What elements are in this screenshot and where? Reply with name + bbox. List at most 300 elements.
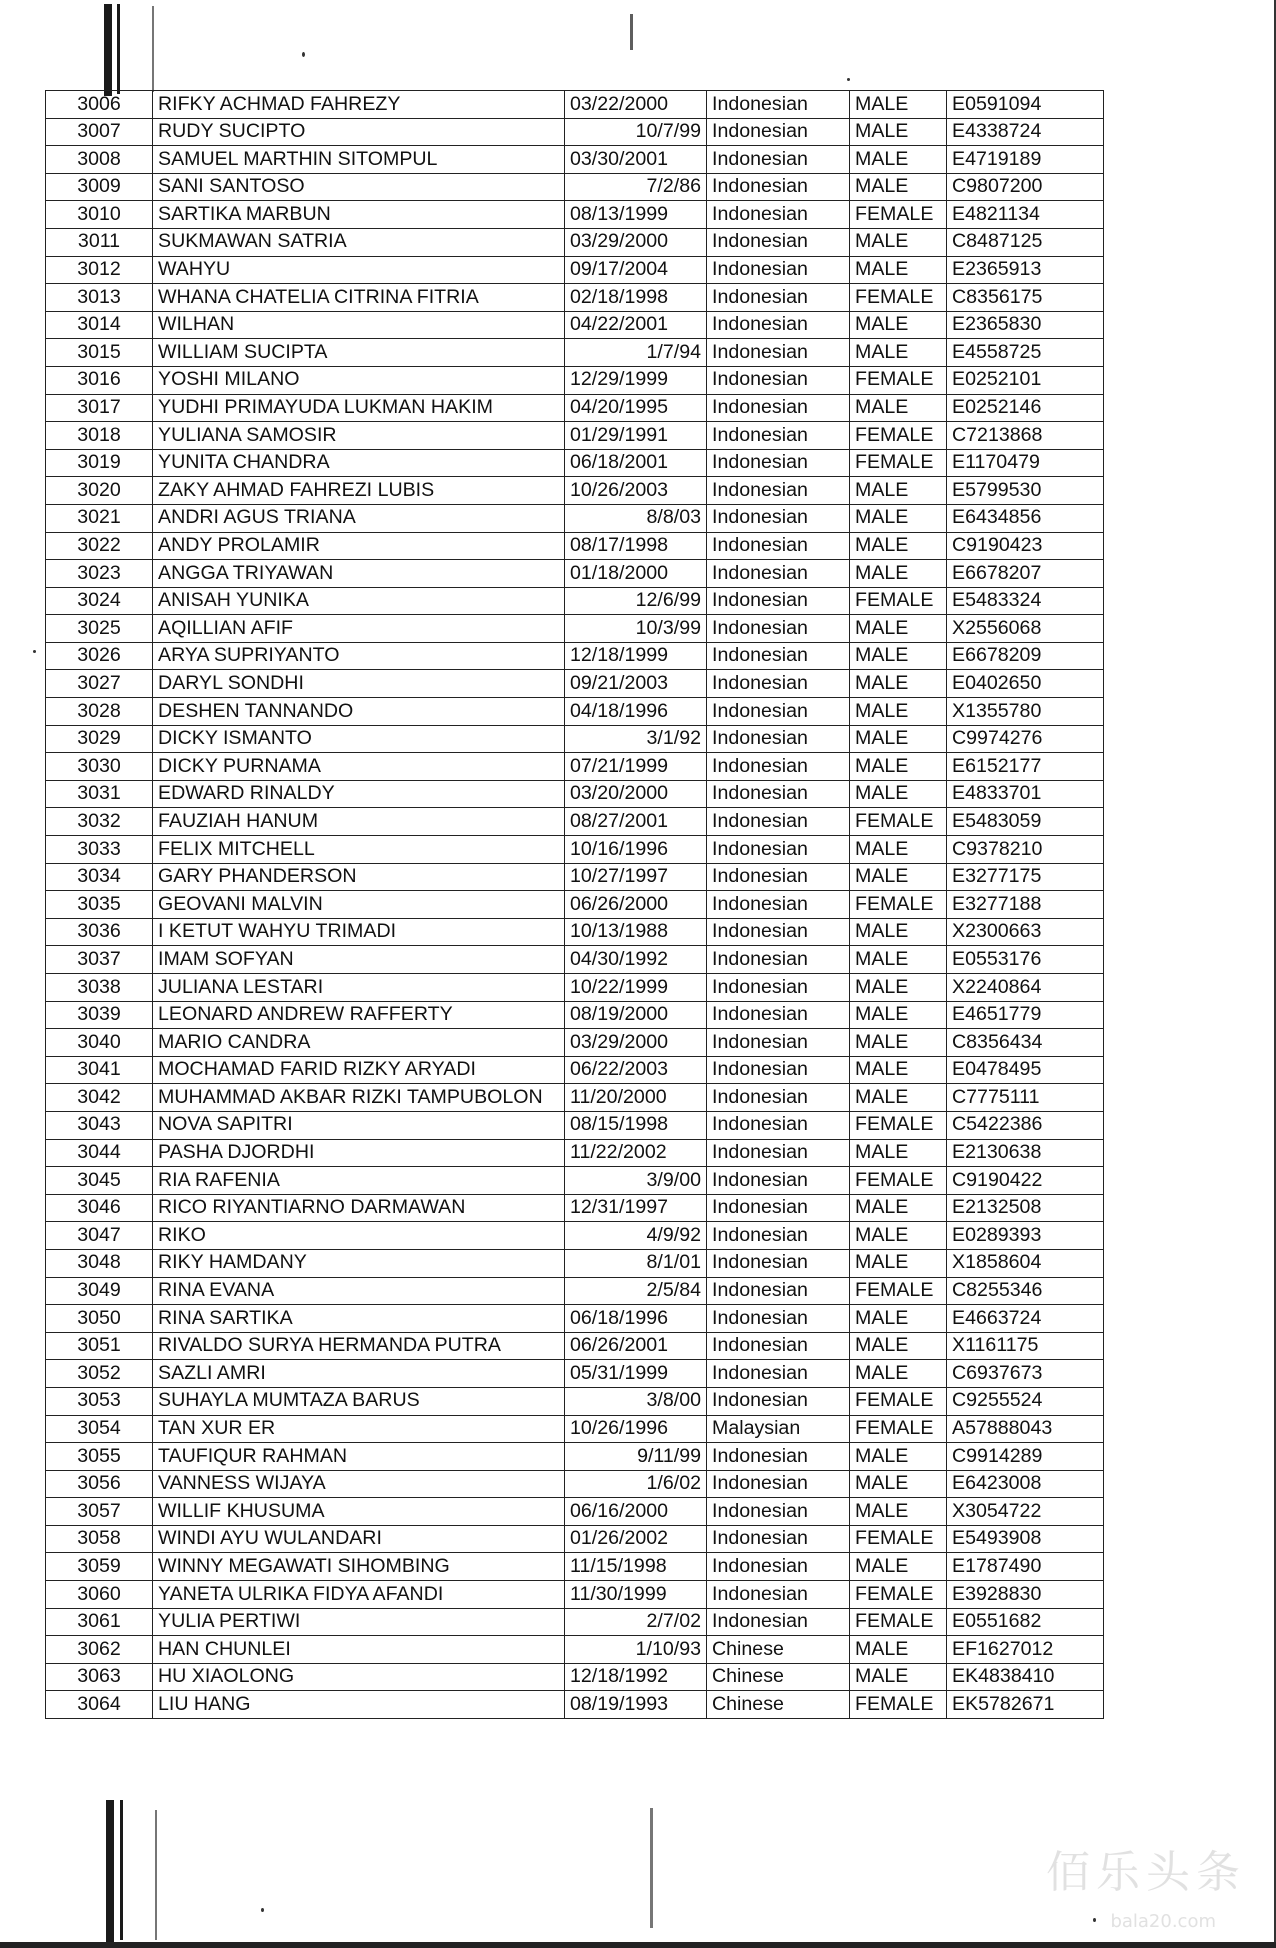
passport-number-cell: C8255346 — [947, 1277, 1104, 1305]
passport-number-cell: C6937673 — [947, 1360, 1104, 1388]
row-number-cell: 3040 — [46, 1029, 153, 1057]
date-of-birth-cell: 04/30/1992 — [565, 946, 707, 974]
binding-mark-bottom — [106, 1800, 114, 1942]
date-of-birth-cell: 10/26/1996 — [565, 1415, 707, 1443]
date-of-birth-cell: 05/31/1999 — [565, 1360, 707, 1388]
gender-cell: MALE — [850, 146, 947, 174]
nationality-cell: Chinese — [707, 1691, 850, 1719]
nationality-cell: Indonesian — [707, 1249, 850, 1277]
table-row — [46, 1029, 1104, 1057]
date-of-birth-cell: 08/13/1999 — [565, 201, 707, 229]
scan-speck — [302, 52, 305, 57]
gender-cell: FEMALE — [850, 808, 947, 836]
gender-cell: MALE — [850, 670, 947, 698]
row-number-cell: 3008 — [46, 146, 153, 174]
passport-number-cell: C8487125 — [947, 228, 1104, 256]
nationality-cell: Indonesian — [707, 1111, 850, 1139]
table-row — [46, 780, 1104, 808]
nationality-cell: Indonesian — [707, 422, 850, 450]
nationality-cell: Indonesian — [707, 1498, 850, 1526]
passport-number-cell: E0551682 — [947, 1608, 1104, 1636]
table-row — [46, 1056, 1104, 1084]
passport-number-cell: EK5782671 — [947, 1691, 1104, 1719]
person-name-cell: ANDRI AGUS TRIANA — [153, 504, 565, 532]
table-row — [46, 1001, 1104, 1029]
row-number-cell: 3061 — [46, 1608, 153, 1636]
person-name-cell: RICO RIYANTIARNO DARMAWAN — [153, 1194, 565, 1222]
gender-cell: MALE — [850, 1636, 947, 1664]
person-name-cell: FELIX MITCHELL — [153, 836, 565, 864]
date-of-birth-cell: 3/9/00 — [565, 1167, 707, 1195]
date-of-birth-cell: 06/26/2001 — [565, 1332, 707, 1360]
row-number-cell: 3041 — [46, 1056, 153, 1084]
row-number-cell: 3006 — [46, 91, 153, 119]
gender-cell: FEMALE — [850, 1415, 947, 1443]
person-name-cell: ANDY PROLAMIR — [153, 532, 565, 560]
gender-cell: FEMALE — [850, 284, 947, 312]
row-number-cell: 3033 — [46, 836, 153, 864]
gender-cell: MALE — [850, 642, 947, 670]
passport-number-cell: E2132508 — [947, 1194, 1104, 1222]
nationality-cell: Indonesian — [707, 394, 850, 422]
table-row — [46, 366, 1104, 394]
table-row — [46, 256, 1104, 284]
table-row — [46, 1443, 1104, 1471]
passport-number-cell: X1858604 — [947, 1249, 1104, 1277]
table-row — [46, 1553, 1104, 1581]
passport-number-cell: E0478495 — [947, 1056, 1104, 1084]
date-of-birth-cell: 04/22/2001 — [565, 311, 707, 339]
person-name-cell: SUKMAWAN SATRIA — [153, 228, 565, 256]
person-name-cell: RIA RAFENIA — [153, 1167, 565, 1195]
table-row — [46, 504, 1104, 532]
gender-cell: MALE — [850, 394, 947, 422]
nationality-cell: Indonesian — [707, 918, 850, 946]
nationality-cell: Indonesian — [707, 1194, 850, 1222]
table-row — [46, 339, 1104, 367]
binding-mark-top-dots — [152, 6, 154, 92]
date-of-birth-cell: 11/15/1998 — [565, 1553, 707, 1581]
table-row — [46, 974, 1104, 1002]
gender-cell: MALE — [850, 477, 947, 505]
date-of-birth-cell: 3/8/00 — [565, 1387, 707, 1415]
binding-mark-top-thin — [117, 4, 120, 94]
person-name-cell: TAUFIQUR RAHMAN — [153, 1443, 565, 1471]
row-number-cell: 3014 — [46, 311, 153, 339]
date-of-birth-cell: 06/18/2001 — [565, 449, 707, 477]
date-of-birth-cell: 2/5/84 — [565, 1277, 707, 1305]
nationality-cell: Indonesian — [707, 339, 850, 367]
date-of-birth-cell: 10/3/99 — [565, 615, 707, 643]
nationality-cell: Indonesian — [707, 504, 850, 532]
date-of-birth-cell: 04/18/1996 — [565, 698, 707, 726]
nationality-cell: Indonesian — [707, 228, 850, 256]
binding-mark-top — [104, 4, 112, 96]
date-of-birth-cell: 1/6/02 — [565, 1470, 707, 1498]
passport-number-cell: E4663724 — [947, 1305, 1104, 1333]
person-name-cell: YANETA ULRIKA FIDYA AFANDI — [153, 1581, 565, 1609]
person-name-cell: WAHYU — [153, 256, 565, 284]
date-of-birth-cell: 08/15/1998 — [565, 1111, 707, 1139]
gender-cell: MALE — [850, 1084, 947, 1112]
gender-cell: MALE — [850, 863, 947, 891]
row-number-cell: 3035 — [46, 891, 153, 919]
nationality-cell: Indonesian — [707, 1387, 850, 1415]
table-row — [46, 836, 1104, 864]
passport-number-cell: C9255524 — [947, 1387, 1104, 1415]
row-number-cell: 3021 — [46, 504, 153, 532]
passport-number-cell: E4558725 — [947, 339, 1104, 367]
row-number-cell: 3020 — [46, 477, 153, 505]
gender-cell: MALE — [850, 1029, 947, 1057]
person-name-cell: WINNY MEGAWATI SIHOMBING — [153, 1553, 565, 1581]
row-number-cell: 3053 — [46, 1387, 153, 1415]
date-of-birth-cell: 12/18/1992 — [565, 1663, 707, 1691]
nationality-cell: Indonesian — [707, 1029, 850, 1057]
date-of-birth-cell: 11/20/2000 — [565, 1084, 707, 1112]
passport-number-cell: C9378210 — [947, 836, 1104, 864]
row-number-cell: 3013 — [46, 284, 153, 312]
row-number-cell: 3029 — [46, 725, 153, 753]
date-of-birth-cell: 01/26/2002 — [565, 1525, 707, 1553]
gender-cell: MALE — [850, 1470, 947, 1498]
roster-body — [46, 91, 1104, 1719]
person-name-cell: DESHEN TANNANDO — [153, 698, 565, 726]
row-number-cell: 3043 — [46, 1111, 153, 1139]
person-name-cell: JULIANA LESTARI — [153, 974, 565, 1002]
row-number-cell: 3051 — [46, 1332, 153, 1360]
passport-number-cell: E6152177 — [947, 753, 1104, 781]
row-number-cell: 3049 — [46, 1277, 153, 1305]
date-of-birth-cell: 10/16/1996 — [565, 836, 707, 864]
date-of-birth-cell: 04/20/1995 — [565, 394, 707, 422]
passport-number-cell: E3277188 — [947, 891, 1104, 919]
row-number-cell: 3062 — [46, 1636, 153, 1664]
gender-cell: MALE — [850, 725, 947, 753]
date-of-birth-cell: 09/17/2004 — [565, 256, 707, 284]
table-row — [46, 808, 1104, 836]
person-name-cell: WHANA CHATELIA CITRINA FITRIA — [153, 284, 565, 312]
row-number-cell: 3023 — [46, 560, 153, 588]
date-of-birth-cell: 8/8/03 — [565, 504, 707, 532]
row-number-cell: 3018 — [46, 422, 153, 450]
row-number-cell: 3055 — [46, 1443, 153, 1471]
date-of-birth-cell: 08/19/2000 — [565, 1001, 707, 1029]
passport-number-cell: C7213868 — [947, 422, 1104, 450]
person-name-cell: MARIO CANDRA — [153, 1029, 565, 1057]
nationality-cell: Indonesian — [707, 366, 850, 394]
person-name-cell: YULIANA SAMOSIR — [153, 422, 565, 450]
gender-cell: MALE — [850, 1001, 947, 1029]
nationality-cell: Indonesian — [707, 1277, 850, 1305]
person-name-cell: WILLIF KHUSUMA — [153, 1498, 565, 1526]
row-number-cell: 3007 — [46, 118, 153, 146]
passport-number-cell: X1161175 — [947, 1332, 1104, 1360]
row-number-cell: 3017 — [46, 394, 153, 422]
table-row — [46, 560, 1104, 588]
row-number-cell: 3044 — [46, 1139, 153, 1167]
nationality-cell: Indonesian — [707, 532, 850, 560]
passport-number-cell: X1355780 — [947, 698, 1104, 726]
table-row — [46, 918, 1104, 946]
gender-cell: FEMALE — [850, 422, 947, 450]
gender-cell: FEMALE — [850, 1581, 947, 1609]
gender-cell: MALE — [850, 256, 947, 284]
table-row — [46, 449, 1104, 477]
binding-mark-bottom-thin — [120, 1800, 123, 1940]
person-name-cell: TAN XUR ER — [153, 1415, 565, 1443]
person-name-cell: ANGGA TRIYAWAN — [153, 560, 565, 588]
passport-number-cell: E5483059 — [947, 808, 1104, 836]
date-of-birth-cell: 06/18/1996 — [565, 1305, 707, 1333]
table-row — [46, 891, 1104, 919]
gender-cell: FEMALE — [850, 201, 947, 229]
date-of-birth-cell: 03/29/2000 — [565, 1029, 707, 1057]
row-number-cell: 3015 — [46, 339, 153, 367]
row-number-cell: 3032 — [46, 808, 153, 836]
date-of-birth-cell: 12/29/1999 — [565, 366, 707, 394]
date-of-birth-cell: 11/22/2002 — [565, 1139, 707, 1167]
date-of-birth-cell: 09/21/2003 — [565, 670, 707, 698]
person-name-cell: MUHAMMAD AKBAR RIZKI TAMPUBOLON — [153, 1084, 565, 1112]
gender-cell: MALE — [850, 311, 947, 339]
gender-cell: MALE — [850, 1498, 947, 1526]
person-name-cell: GEOVANI MALVIN — [153, 891, 565, 919]
row-number-cell: 3016 — [46, 366, 153, 394]
table-row — [46, 753, 1104, 781]
row-number-cell: 3046 — [46, 1194, 153, 1222]
passport-number-cell: C5422386 — [947, 1111, 1104, 1139]
nationality-cell: Indonesian — [707, 1581, 850, 1609]
table-row — [46, 1305, 1104, 1333]
date-of-birth-cell: 01/29/1991 — [565, 422, 707, 450]
date-of-birth-cell: 03/20/2000 — [565, 780, 707, 808]
row-number-cell: 3026 — [46, 642, 153, 670]
nationality-cell: Indonesian — [707, 1084, 850, 1112]
passport-number-cell: X2556068 — [947, 615, 1104, 643]
passport-number-cell: X3054722 — [947, 1498, 1104, 1526]
nationality-cell: Indonesian — [707, 201, 850, 229]
table-row — [46, 1691, 1104, 1719]
row-number-cell: 3045 — [46, 1167, 153, 1195]
nationality-cell: Indonesian — [707, 1139, 850, 1167]
passport-number-cell: E5483324 — [947, 587, 1104, 615]
person-name-cell: AQILLIAN AFIF — [153, 615, 565, 643]
table-row — [46, 118, 1104, 146]
person-name-cell: SANI SANTOSO — [153, 173, 565, 201]
passport-number-cell: E5799530 — [947, 477, 1104, 505]
passport-number-cell: C8356175 — [947, 284, 1104, 312]
passport-number-cell: E4651779 — [947, 1001, 1104, 1029]
person-name-cell: RIFKY ACHMAD FAHREZY — [153, 91, 565, 119]
date-of-birth-cell: 3/1/92 — [565, 725, 707, 753]
person-name-cell: ZAKY AHMAD FAHREZI LUBIS — [153, 477, 565, 505]
row-number-cell: 3025 — [46, 615, 153, 643]
gender-cell: MALE — [850, 1056, 947, 1084]
gender-cell: MALE — [850, 1553, 947, 1581]
gender-cell: FEMALE — [850, 449, 947, 477]
passport-number-cell: E0252101 — [947, 366, 1104, 394]
person-name-cell: SAMUEL MARTHIN SITOMPUL — [153, 146, 565, 174]
table-row — [46, 422, 1104, 450]
passport-number-cell: E4719189 — [947, 146, 1104, 174]
gender-cell: FEMALE — [850, 1608, 947, 1636]
passport-number-cell: E2365830 — [947, 311, 1104, 339]
passport-number-cell: C8356434 — [947, 1029, 1104, 1057]
passport-number-cell: C9807200 — [947, 173, 1104, 201]
passport-number-cell: E0252146 — [947, 394, 1104, 422]
nationality-cell: Indonesian — [707, 587, 850, 615]
nationality-cell: Indonesian — [707, 1167, 850, 1195]
gender-cell: FEMALE — [850, 1277, 947, 1305]
nationality-cell: Malaysian — [707, 1415, 850, 1443]
nationality-cell: Indonesian — [707, 670, 850, 698]
gender-cell: MALE — [850, 1305, 947, 1333]
person-name-cell: YULIA PERTIWI — [153, 1608, 565, 1636]
nationality-cell: Indonesian — [707, 1222, 850, 1250]
table-row — [46, 1249, 1104, 1277]
passport-number-cell: E5493908 — [947, 1525, 1104, 1553]
gender-cell: FEMALE — [850, 1167, 947, 1195]
date-of-birth-cell: 10/13/1988 — [565, 918, 707, 946]
row-number-cell: 3012 — [46, 256, 153, 284]
nationality-cell: Indonesian — [707, 284, 850, 312]
date-of-birth-cell: 12/31/1997 — [565, 1194, 707, 1222]
row-number-cell: 3034 — [46, 863, 153, 891]
nationality-cell: Indonesian — [707, 863, 850, 891]
table-row — [46, 698, 1104, 726]
date-of-birth-cell: 1/10/93 — [565, 1636, 707, 1664]
gender-cell: MALE — [850, 560, 947, 588]
date-of-birth-cell: 02/18/1998 — [565, 284, 707, 312]
nationality-cell: Indonesian — [707, 560, 850, 588]
gender-cell: FEMALE — [850, 1525, 947, 1553]
row-number-cell: 3038 — [46, 974, 153, 1002]
table-row — [46, 1167, 1104, 1195]
table-row — [46, 587, 1104, 615]
gender-cell: MALE — [850, 504, 947, 532]
person-name-cell: FAUZIAH HANUM — [153, 808, 565, 836]
nationality-cell: Indonesian — [707, 780, 850, 808]
watermark-logo: 佰乐头条 — [1046, 1847, 1246, 1898]
passport-number-cell: E2130638 — [947, 1139, 1104, 1167]
gender-cell: MALE — [850, 1139, 947, 1167]
nationality-cell: Indonesian — [707, 173, 850, 201]
row-number-cell: 3024 — [46, 587, 153, 615]
table-row — [46, 228, 1104, 256]
person-name-cell: PASHA DJORDHI — [153, 1139, 565, 1167]
gender-cell: MALE — [850, 228, 947, 256]
gender-cell: MALE — [850, 946, 947, 974]
binding-mark-bottom-dots — [155, 1810, 157, 1940]
row-number-cell: 3056 — [46, 1470, 153, 1498]
table-row — [46, 670, 1104, 698]
nationality-cell: Indonesian — [707, 1553, 850, 1581]
date-of-birth-cell: 06/22/2003 — [565, 1056, 707, 1084]
passport-number-cell: E6423008 — [947, 1470, 1104, 1498]
nationality-cell: Indonesian — [707, 1001, 850, 1029]
table-row — [46, 1525, 1104, 1553]
person-name-cell: GARY PHANDERSON — [153, 863, 565, 891]
passport-number-cell: C9914289 — [947, 1443, 1104, 1471]
table-row — [46, 394, 1104, 422]
date-of-birth-cell: 4/9/92 — [565, 1222, 707, 1250]
gender-cell: MALE — [850, 974, 947, 1002]
nationality-cell: Indonesian — [707, 449, 850, 477]
passenger-roster-table — [45, 90, 1104, 1719]
gender-cell: MALE — [850, 1443, 947, 1471]
person-name-cell: LIU HANG — [153, 1691, 565, 1719]
date-of-birth-cell: 10/27/1997 — [565, 863, 707, 891]
person-name-cell: SARTIKA MARBUN — [153, 201, 565, 229]
table-row — [46, 725, 1104, 753]
row-number-cell: 3058 — [46, 1525, 153, 1553]
gender-cell: MALE — [850, 173, 947, 201]
nationality-cell: Chinese — [707, 1636, 850, 1664]
passport-number-cell: E3277175 — [947, 863, 1104, 891]
person-name-cell: YUDHI PRIMAYUDA LUKMAN HAKIM — [153, 394, 565, 422]
person-name-cell: DARYL SONDHI — [153, 670, 565, 698]
date-of-birth-cell: 8/1/01 — [565, 1249, 707, 1277]
scan-speck — [33, 650, 36, 653]
nationality-cell: Indonesian — [707, 836, 850, 864]
row-number-cell: 3019 — [46, 449, 153, 477]
nationality-cell: Indonesian — [707, 946, 850, 974]
passport-number-cell: E3928830 — [947, 1581, 1104, 1609]
date-of-birth-cell: 10/7/99 — [565, 118, 707, 146]
table-row — [46, 532, 1104, 560]
date-of-birth-cell: 07/21/1999 — [565, 753, 707, 781]
table-row — [46, 1332, 1104, 1360]
row-number-cell: 3028 — [46, 698, 153, 726]
row-number-cell: 3037 — [46, 946, 153, 974]
table-row — [46, 477, 1104, 505]
scan-edge-bottom — [0, 1942, 1276, 1948]
gender-cell: MALE — [850, 1663, 947, 1691]
gender-cell: MALE — [850, 1360, 947, 1388]
passport-number-cell: C7775111 — [947, 1084, 1104, 1112]
passport-number-cell: EK4838410 — [947, 1663, 1104, 1691]
date-of-birth-cell: 10/26/2003 — [565, 477, 707, 505]
gender-cell: MALE — [850, 780, 947, 808]
watermark-url: bala20.com — [1110, 1911, 1216, 1932]
gender-cell: MALE — [850, 532, 947, 560]
date-of-birth-cell: 1/7/94 — [565, 339, 707, 367]
gender-cell: FEMALE — [850, 1387, 947, 1415]
person-name-cell: RIKY HAMDANY — [153, 1249, 565, 1277]
person-name-cell: ANISAH YUNIKA — [153, 587, 565, 615]
nationality-cell: Indonesian — [707, 753, 850, 781]
table-row — [46, 1498, 1104, 1526]
nationality-cell: Indonesian — [707, 1470, 850, 1498]
row-number-cell: 3022 — [46, 532, 153, 560]
gender-cell: MALE — [850, 339, 947, 367]
table-row — [46, 615, 1104, 643]
table-row — [46, 1608, 1104, 1636]
passport-number-cell: E0553176 — [947, 946, 1104, 974]
date-of-birth-cell: 08/19/1993 — [565, 1691, 707, 1719]
nationality-cell: Indonesian — [707, 311, 850, 339]
scan-speck — [1093, 1918, 1096, 1922]
scan-speck — [261, 1908, 264, 1912]
person-name-cell: IMAM SOFYAN — [153, 946, 565, 974]
nationality-cell: Indonesian — [707, 1525, 850, 1553]
person-name-cell: VANNESS WIJAYA — [153, 1470, 565, 1498]
row-number-cell: 3064 — [46, 1691, 153, 1719]
passport-number-cell: E6678207 — [947, 560, 1104, 588]
table-row — [46, 1194, 1104, 1222]
date-of-birth-cell: 03/29/2000 — [565, 228, 707, 256]
